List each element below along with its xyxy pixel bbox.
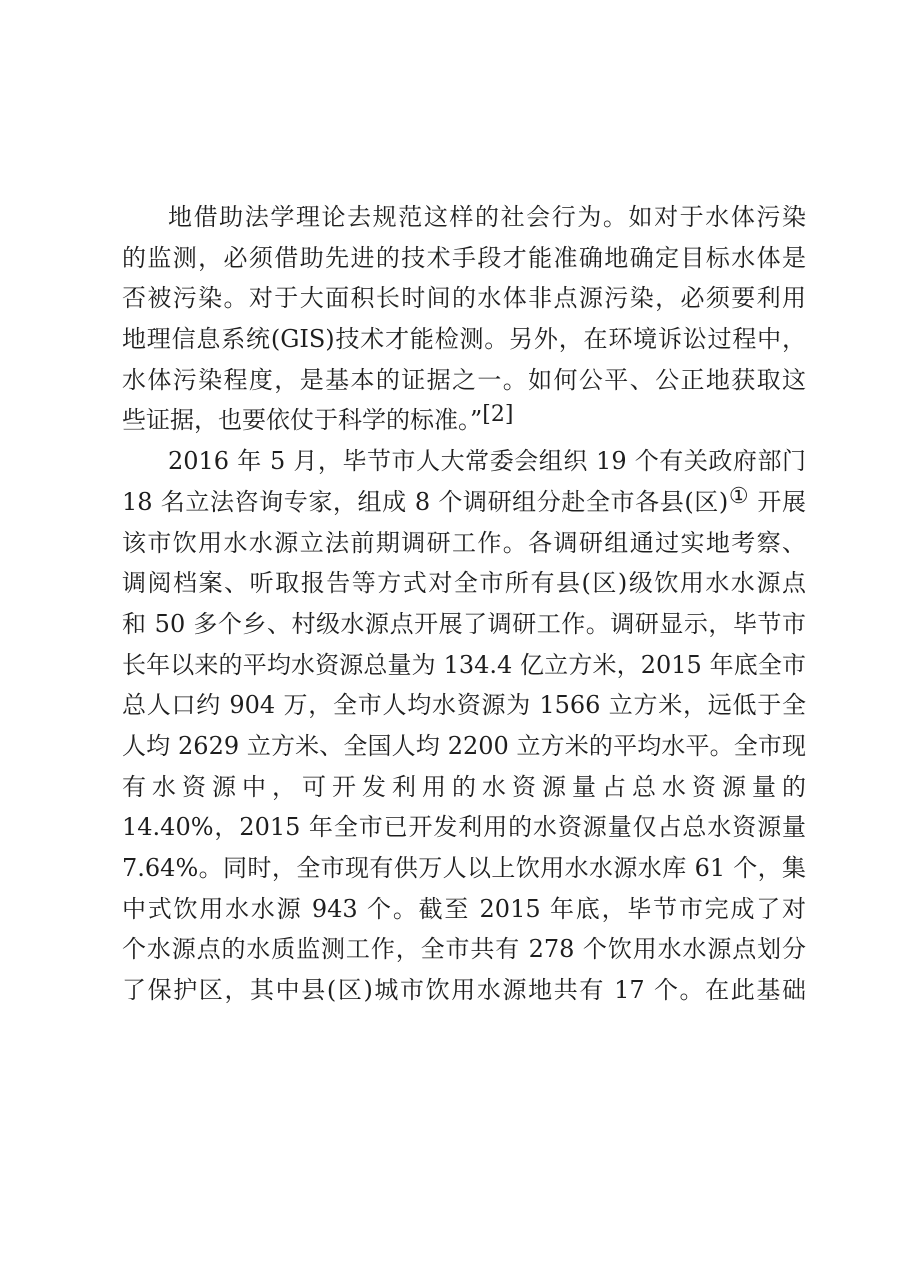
text-line: 14.40%，2015 年全市已开发利用的水资源量仅占总水资源量 (122, 813, 806, 842)
text-line: 水体污染程度，是基本的证据之一。如何公平、公正地获取这 (122, 365, 806, 394)
text-line: 个水源点的水质监测工作，全市共有 278 个饮用水水源点划分 (122, 935, 806, 964)
body-text (122, 197, 806, 1011)
text-line: 和 50 多个乡、村级水源点开展了调研工作。调研显示，毕节市 (122, 609, 806, 638)
text-line (122, 400, 806, 441)
text-line: 的监测，必须借助先进的技术手段才能准确地确定目标水体是 (122, 243, 806, 272)
text-line: 否被污染。对于大面积长时间的水体非点源污染，必须要利用 (122, 284, 806, 313)
text-line: 地借助法学理论去规范这样的社会行为。如对于水体污染 (168, 203, 806, 231)
line-text: 些证据，也要依仗于科学的标准。” (122, 406, 483, 435)
text-line: 调阅档案、听取报告等方式对全市所有县(区)级饮用水水源点 (122, 569, 806, 598)
text-line: 中式饮用水水源 943 个。截至 2015 年底，毕节市完成了对 (122, 894, 806, 923)
line-text: 18 名立法咨询专家，组成 8 个调研组分赴全市各县(区) (122, 487, 729, 516)
text-line: 7.64%。同时，全市现有供万人以上饮用水水源水库 61 个，集 (122, 854, 806, 882)
footnote-marker[interactable]: ① (728, 483, 750, 509)
text-line: 有水资源中，可开发利用的水资源量占总水资源量的 (122, 772, 806, 801)
text-line: 长年以来的平均水资源总量为 134.4 亿立方米，2015 年底全市 (122, 650, 806, 679)
text-line: 了保护区，其中县(区)城市饮用水源地共有 17 个。在此基础 (122, 976, 806, 1005)
text-line (122, 482, 806, 523)
citation-reference[interactable]: [2] (482, 402, 514, 428)
text-line: 2016 年 5 月，毕节市人大常委会组织 19 个有关政府部门 (168, 447, 806, 476)
text-line: 该市饮用水水源立法前期调研工作。各调研组通过实地考察、 (122, 528, 806, 557)
line-text-tail: 开展 (749, 487, 806, 516)
text-line: 人均 2629 立方米、全国人均 2200 立方米的平均水平。全市现 (122, 731, 806, 760)
text-line: 地理信息系统(GIS)技术才能检测。另外，在环境诉讼过程中， (122, 325, 806, 354)
text-line: 总人口约 904 万，全市人均水资源为 1566 立方米，远低于全 (122, 691, 806, 720)
